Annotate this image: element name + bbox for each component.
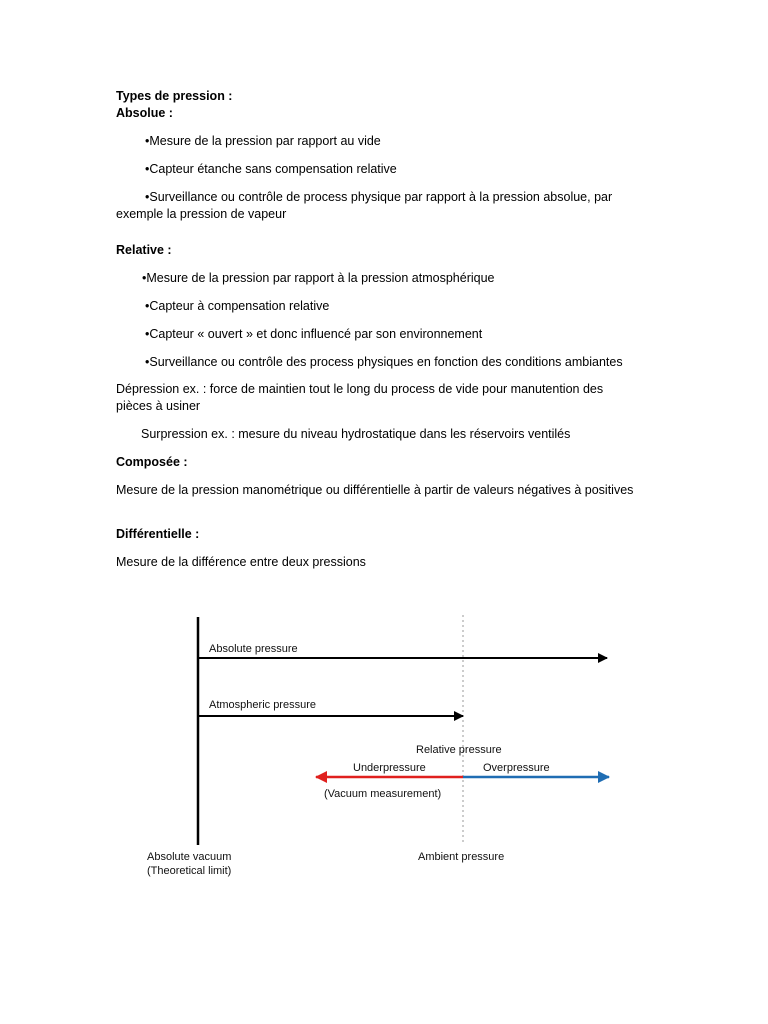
absolue-bullet-1: •Mesure de la pression par rapport au vide (145, 134, 381, 148)
absolute-pressure-label: Absolute pressure (209, 643, 298, 655)
differentielle-text: Mesure de la différence entre deux pressions (116, 555, 366, 569)
overpressure-label: Overpressure (483, 762, 550, 774)
underpressure-label: Underpressure (353, 762, 426, 774)
relative-bullet-4: •Surveillance ou contrôle des process physiques en fonction des conditions ambiantes (145, 355, 623, 369)
depression-example: Dépression ex. : force de maintien tout le long du process de vide pour manutention des pièces à usiner (116, 382, 604, 413)
relative-bullet-2: •Capteur à compensation relative (145, 299, 330, 313)
ambient-pressure-label: Ambient pressure (418, 851, 505, 863)
absolue-heading: Absolue : (116, 106, 173, 120)
absolue-bullet-3: •Surveillance ou contrôle de process physique par rapport à la pression absolue, par exemple la pression de vapeur (116, 190, 613, 221)
absolue-bullet-2: •Capteur étanche sans compensation relative (145, 162, 397, 176)
atmospheric-pressure-label: Atmospheric pressure (209, 699, 316, 711)
composee-heading: Composée : (116, 455, 188, 469)
relative-pressure-label: Relative pressure (416, 744, 502, 756)
theoretical-limit-label: (Theoretical limit) (147, 865, 232, 877)
section-title: Types de pression : (116, 89, 233, 103)
relative-bullet-3: •Capteur « ouvert » et donc influencé par son environnement (145, 327, 483, 341)
absolute-vacuum-label: Absolute vacuum (147, 851, 232, 863)
composee-text: Mesure de la pression manométrique ou différentielle à partir de valeurs négatives à positives (116, 483, 634, 497)
surpression-example: Surpression ex. : mesure du niveau hydrostatique dans les réservoirs ventilés (141, 427, 571, 441)
relative-bullet-1: •Mesure de la pression par rapport à la pression atmosphérique (142, 271, 495, 285)
relative-heading: Relative : (116, 243, 172, 257)
differentielle-heading: Différentielle : (116, 527, 200, 541)
vacuum-measurement-label: (Vacuum measurement) (324, 788, 442, 800)
